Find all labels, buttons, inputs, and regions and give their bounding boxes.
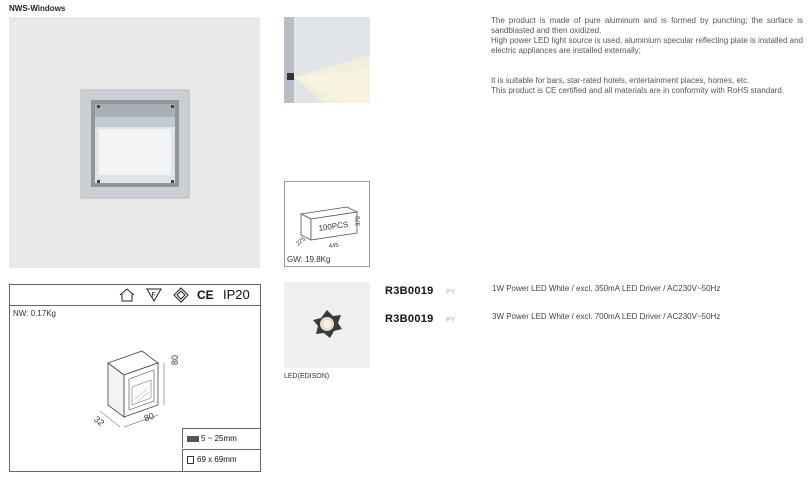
fixture-depth-label: 32 xyxy=(91,413,107,429)
fixture-height-label: 80 xyxy=(170,354,180,365)
svg-text:F: F xyxy=(151,292,156,299)
product-code: R3B0019 xyxy=(385,285,434,297)
description-usage: It is suitable for bars, star-rated hotels, entertainment places, homes, etc. xyxy=(491,76,750,85)
description-material: The product is made of pure aluminum and is formed by punching; the surface is sandblasted and then oxidized. xyxy=(491,16,803,35)
wall-thickness-icon xyxy=(187,436,199,442)
ce-mark: CE xyxy=(197,288,214,302)
product-suffix: PY xyxy=(446,289,456,296)
certification-bar xyxy=(10,285,260,306)
description-certification: This product is CE certified and all materials are in conformity with RoHS standard. xyxy=(491,86,785,95)
carton-pcs-label: 100PCS xyxy=(318,219,349,233)
product-photo xyxy=(9,17,260,268)
cutout-row xyxy=(182,449,261,471)
product-photo-illustration xyxy=(9,17,260,268)
f-mark-icon xyxy=(146,287,162,303)
product-suffix: PY xyxy=(446,317,456,324)
cutout-value: 69 x 69mm xyxy=(197,455,237,464)
spec-panel xyxy=(9,284,261,472)
product-row xyxy=(385,281,455,299)
carton-box-panel xyxy=(284,181,370,267)
fixture-width-label: 80 xyxy=(142,410,156,424)
class-ii-icon xyxy=(173,287,189,303)
led-photo xyxy=(284,282,370,368)
page-title: NWS-Windows xyxy=(9,4,66,13)
product-description xyxy=(491,16,803,96)
carton-length-label: 445 xyxy=(328,242,340,250)
gross-weight: GW: 19.8Kg xyxy=(287,255,331,264)
ip-rating: IP20 xyxy=(223,287,250,302)
led-chip-illustration xyxy=(284,282,370,368)
led-label: LED(EDISON) xyxy=(284,373,330,380)
net-weight: NW: 0.17Kg xyxy=(13,309,56,318)
product-description-row: 3W Power LED White / excl. 700mA LED Driver / AC230V~50Hz xyxy=(492,312,721,321)
carton-box-icon xyxy=(285,182,369,252)
product-row xyxy=(385,309,455,327)
product-description-row: 1W Power LED White / excl. 350mA LED Driver / AC230V~50Hz xyxy=(492,284,721,293)
carton-width-label: 225 xyxy=(295,236,307,248)
wall-thickness-value: 5 ~ 25mm xyxy=(201,434,237,443)
cutout-icon xyxy=(187,456,194,464)
carton-height-label: 370 xyxy=(356,215,362,226)
fixture-dimension-drawing xyxy=(70,343,200,443)
light-beam-illustration xyxy=(284,17,370,103)
wall-thickness-row xyxy=(182,428,261,448)
light-beam-photo xyxy=(284,17,370,103)
indoor-house-icon xyxy=(118,287,136,303)
description-light-source: High power LED light source is used, aluminium specular reflecting plate is installed and electric appliances are installed externally; xyxy=(491,36,803,55)
product-code: R3B0019 xyxy=(385,313,434,325)
